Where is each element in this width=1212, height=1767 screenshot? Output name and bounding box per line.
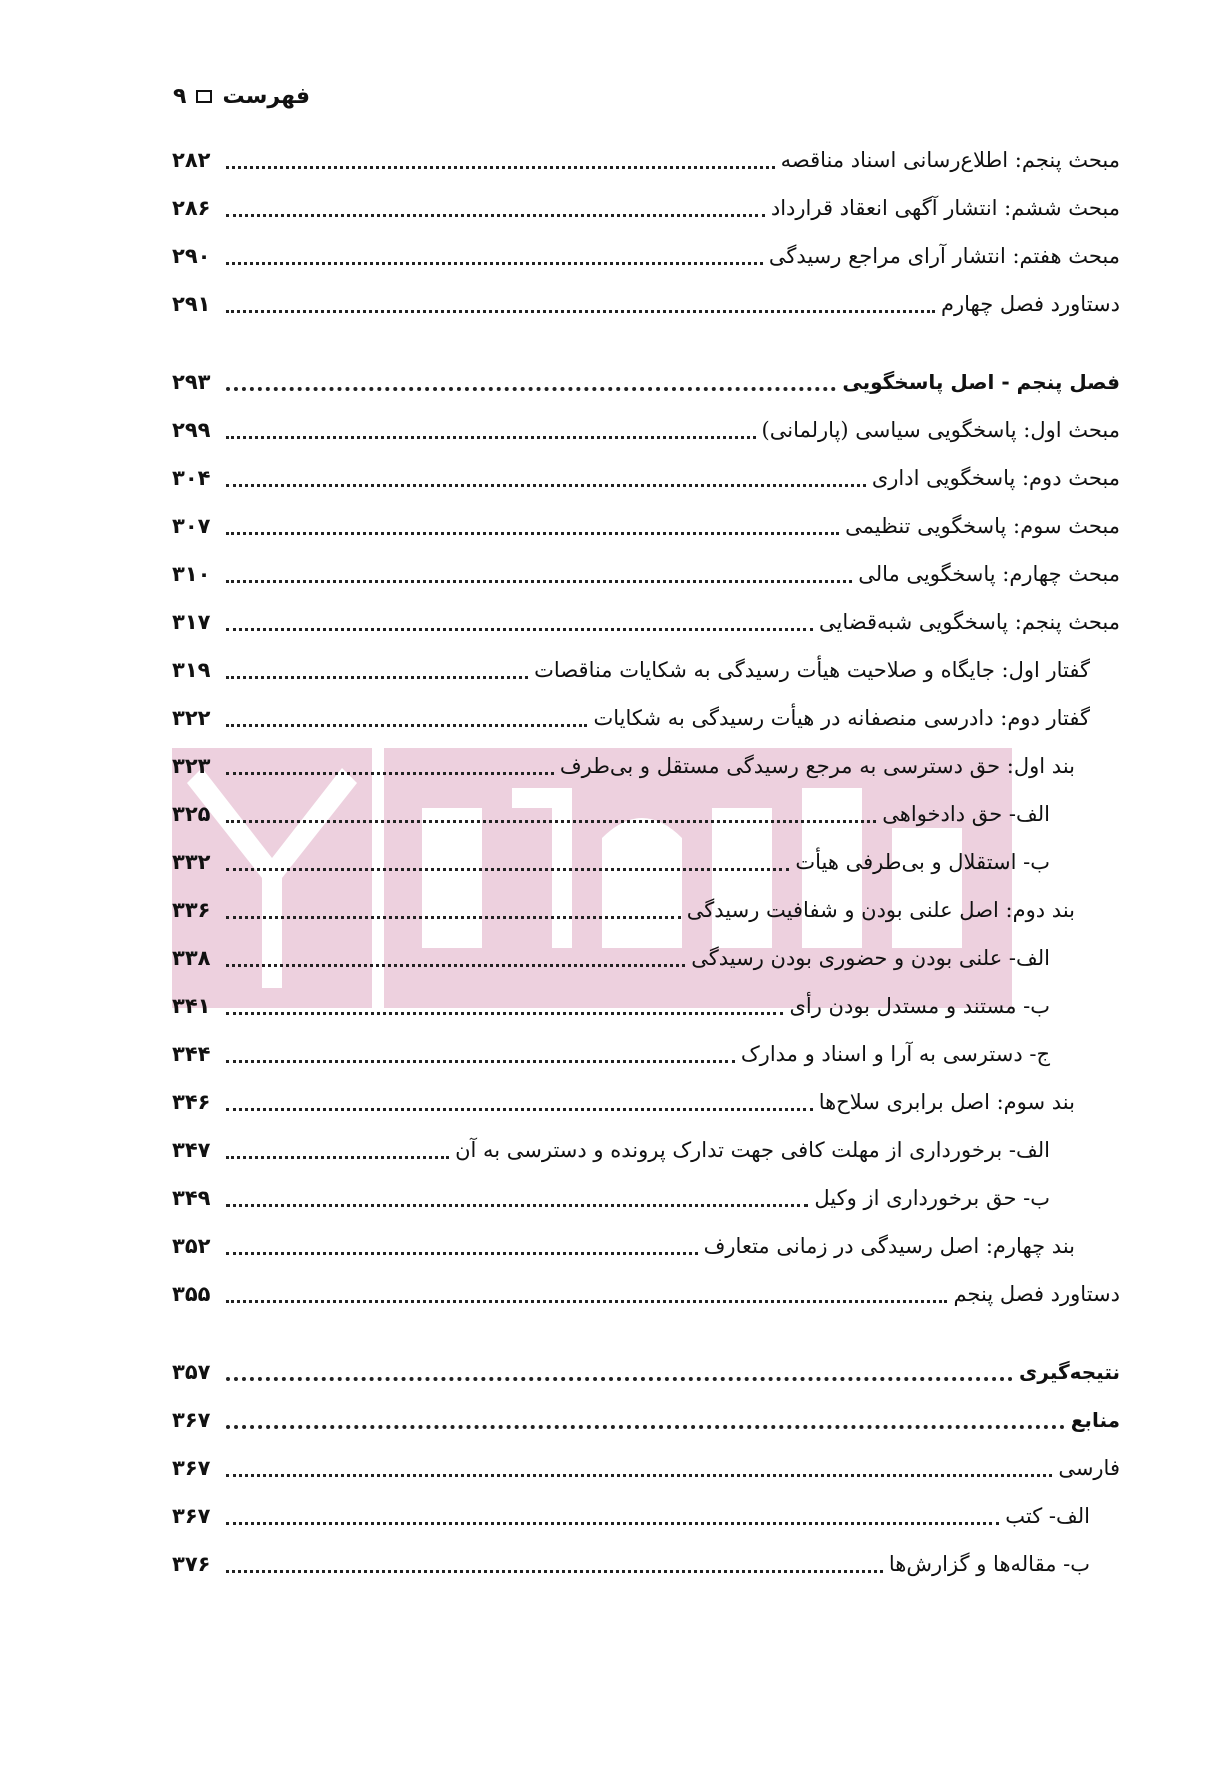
dot-leader (226, 1012, 783, 1015)
dot-leader (226, 772, 554, 775)
toc-entry (172, 284, 1120, 324)
toc-entry-page-number: ۳۰۴ (172, 466, 211, 490)
toc-entry (172, 1352, 1120, 1392)
toc-entry-title: مبحث پنجم: پاسخگویی شبه‌قضایی (819, 610, 1120, 634)
toc-entry (172, 1082, 1075, 1122)
toc-entry-page-number: ۳۵۵ (172, 1282, 211, 1306)
dot-leader (226, 532, 839, 535)
toc-entry-title: مبحث ششم: انتشار آگهی انعقاد قرارداد (770, 196, 1120, 220)
dot-leader (226, 676, 528, 679)
toc-entry-title: فارسی (1058, 1456, 1120, 1480)
toc-entry-title: الف- علنی بودن و حضوری بودن رسیدگی (691, 946, 1050, 970)
toc-entry (172, 362, 1120, 402)
toc-entry-title: گفتار اول: جایگاه و صلاحیت هیأت رسیدگی به شکایات مناقصات (534, 658, 1090, 682)
toc-entry (172, 458, 1120, 498)
dot-leader (226, 166, 775, 169)
running-header-page-number: ۹ (173, 83, 187, 109)
toc-entry (172, 1274, 1120, 1314)
toc-entry-title: بند دوم: اصل علنی بودن و شفافیت رسیدگی (686, 898, 1075, 922)
toc-entry-page-number: ۲۸۶ (172, 196, 211, 220)
toc-entry-title: دستاورد فصل چهارم (940, 292, 1120, 316)
toc-entry-page-number: ۳۱۷ (172, 610, 211, 634)
toc-entry (172, 794, 1050, 834)
toc-entry-page-number: ۲۹۱ (172, 292, 211, 316)
toc-entry (172, 554, 1120, 594)
dot-leader (226, 916, 681, 919)
dot-leader (226, 1108, 813, 1111)
toc-entry-page-number: ۳۳۲ (172, 850, 211, 874)
dot-leader (226, 1300, 947, 1303)
toc-entry-title: گفتار دوم: دادرسی منصفانه در هیأت رسیدگی به شکایات (593, 706, 1090, 730)
toc-entry-page-number: ۳۰۷ (172, 514, 211, 538)
toc-entry-title: مبحث اول: پاسخگویی سیاسی (پارلمانی) (761, 418, 1120, 442)
running-header-title: فهرست (222, 83, 310, 109)
toc-entry (172, 506, 1120, 546)
dot-leader (226, 820, 876, 823)
toc-entry (172, 698, 1090, 738)
toc-entry-title: الف- کتب (1005, 1504, 1090, 1528)
toc-entry-page-number: ۲۹۳ (172, 370, 211, 394)
toc-entry-page-number: ۳۴۹ (172, 1186, 211, 1210)
toc-entry-page-number: ۳۴۱ (172, 994, 211, 1018)
toc-entry (172, 1496, 1090, 1536)
toc-entry-page-number: ۳۴۴ (172, 1042, 211, 1066)
dot-leader (226, 1474, 1052, 1477)
dot-leader (226, 580, 852, 583)
dot-leader (226, 1252, 698, 1255)
toc-entry-title: نتیجه‌گیری (1019, 1360, 1120, 1384)
toc-entry (172, 842, 1050, 882)
toc-entry (172, 986, 1050, 1026)
dot-leader (226, 724, 587, 727)
toc-entry-page-number: ۳۳۸ (172, 946, 211, 970)
toc-entry-title: ج- دسترسی به آرا و اسناد و مدارک (740, 1042, 1050, 1066)
dot-leader (226, 1060, 735, 1063)
toc-entry-page-number: ۳۵۷ (172, 1360, 211, 1384)
toc-entry (172, 140, 1120, 180)
toc-entry-page-number: ۳۵۲ (172, 1234, 211, 1258)
toc-entry-title: منابع (1070, 1408, 1120, 1432)
toc-entry-page-number: ۳۲۲ (172, 706, 211, 730)
toc-entry (172, 650, 1090, 690)
toc-entry (172, 1544, 1090, 1584)
toc-entry-title: الف- برخورداری از مهلت کافی جهت تدارک پرونده و دسترسی به آن (455, 1138, 1050, 1162)
toc-entry-page-number: ۳۶۷ (172, 1456, 211, 1480)
toc-entry-title: دستاورد فصل پنجم (953, 1282, 1120, 1306)
toc-entry-title: مبحث سوم: پاسخگویی تنظیمی (845, 514, 1120, 538)
dot-leader (226, 628, 813, 631)
toc-entry-page-number: ۳۳۶ (172, 898, 211, 922)
toc-entry-title: ب- حق برخورداری از وکیل (814, 1186, 1050, 1210)
toc-entry-page-number: ۲۹۰ (172, 244, 211, 268)
toc-entry (172, 890, 1075, 930)
toc-entry-page-number: ۳۴۶ (172, 1090, 211, 1114)
toc-entry-page-number: ۳۶۷ (172, 1504, 211, 1528)
toc-entry-title: مبحث پنجم: اطلاع‌رسانی اسناد مناقصه (780, 148, 1120, 172)
toc-entry (172, 1226, 1075, 1266)
toc-entry (172, 410, 1120, 450)
toc-entry-title: مبحث دوم: پاسخگویی اداری (871, 466, 1120, 490)
toc-entry-title: مبحث چهارم: پاسخگویی مالی (858, 562, 1120, 586)
toc-entry-title: بند سوم: اصل برابری سلاح‌ها (818, 1090, 1075, 1114)
dot-leader (226, 1204, 808, 1207)
toc-entry (172, 1130, 1050, 1170)
toc-entry (172, 1034, 1050, 1074)
toc-entry (172, 1178, 1050, 1218)
toc-entry-page-number: ۳۷۶ (172, 1552, 211, 1576)
dot-leader (226, 484, 866, 487)
toc-entry (172, 1400, 1120, 1440)
toc-entry-page-number: ۳۲۳ (172, 754, 211, 778)
toc-entry (172, 236, 1120, 276)
toc-entry (172, 602, 1120, 642)
dot-leader (226, 1522, 999, 1525)
toc-entry (172, 188, 1120, 228)
toc-entry-title: ب- مقاله‌ها و گزارش‌ها (888, 1552, 1090, 1576)
dot-leader (226, 262, 763, 265)
toc-entry-page-number: ۲۸۲ (172, 148, 211, 172)
toc-entry-page-number: ۳۱۰ (172, 562, 211, 586)
dot-leader (226, 1156, 449, 1159)
toc-entry-page-number: ۳۱۹ (172, 658, 211, 682)
toc-entry-page-number: ۳۲۵ (172, 802, 211, 826)
dot-leader (226, 310, 935, 313)
toc-entry (172, 1448, 1120, 1488)
dot-leader (226, 436, 756, 439)
toc-entry-title: بند چهارم: اصل رسیدگی در زمانی متعارف (703, 1234, 1075, 1258)
toc-entry-page-number: ۲۹۹ (172, 418, 211, 442)
toc-entry-title: بند اول: حق دسترسی به مرجع رسیدگی مستقل و بی‌طرف (559, 754, 1075, 778)
toc-entry (172, 938, 1050, 978)
dot-leader (226, 964, 685, 967)
toc-entry-title: ب- مستند و مستدل بودن رأی (789, 994, 1050, 1018)
toc-entry-page-number: ۳۶۷ (172, 1408, 211, 1432)
dot-leader (226, 1377, 1013, 1381)
toc-entry-title: فصل پنجم - اصل پاسخگویی (842, 370, 1120, 394)
dot-leader (226, 387, 836, 391)
toc-entry-title: الف- حق دادخواهی (882, 802, 1050, 826)
dot-leader (226, 214, 765, 217)
dot-leader (226, 868, 789, 871)
toc-entry-page-number: ۳۴۷ (172, 1138, 211, 1162)
dot-leader (226, 1425, 1065, 1429)
dot-leader (226, 1570, 883, 1573)
toc-entry-title: ب- استقلال و بی‌طرفی هیأت (795, 850, 1050, 874)
toc-entry-title: مبحث هفتم: انتشار آرای مراجع رسیدگی (768, 244, 1120, 268)
toc-entry (172, 746, 1075, 786)
